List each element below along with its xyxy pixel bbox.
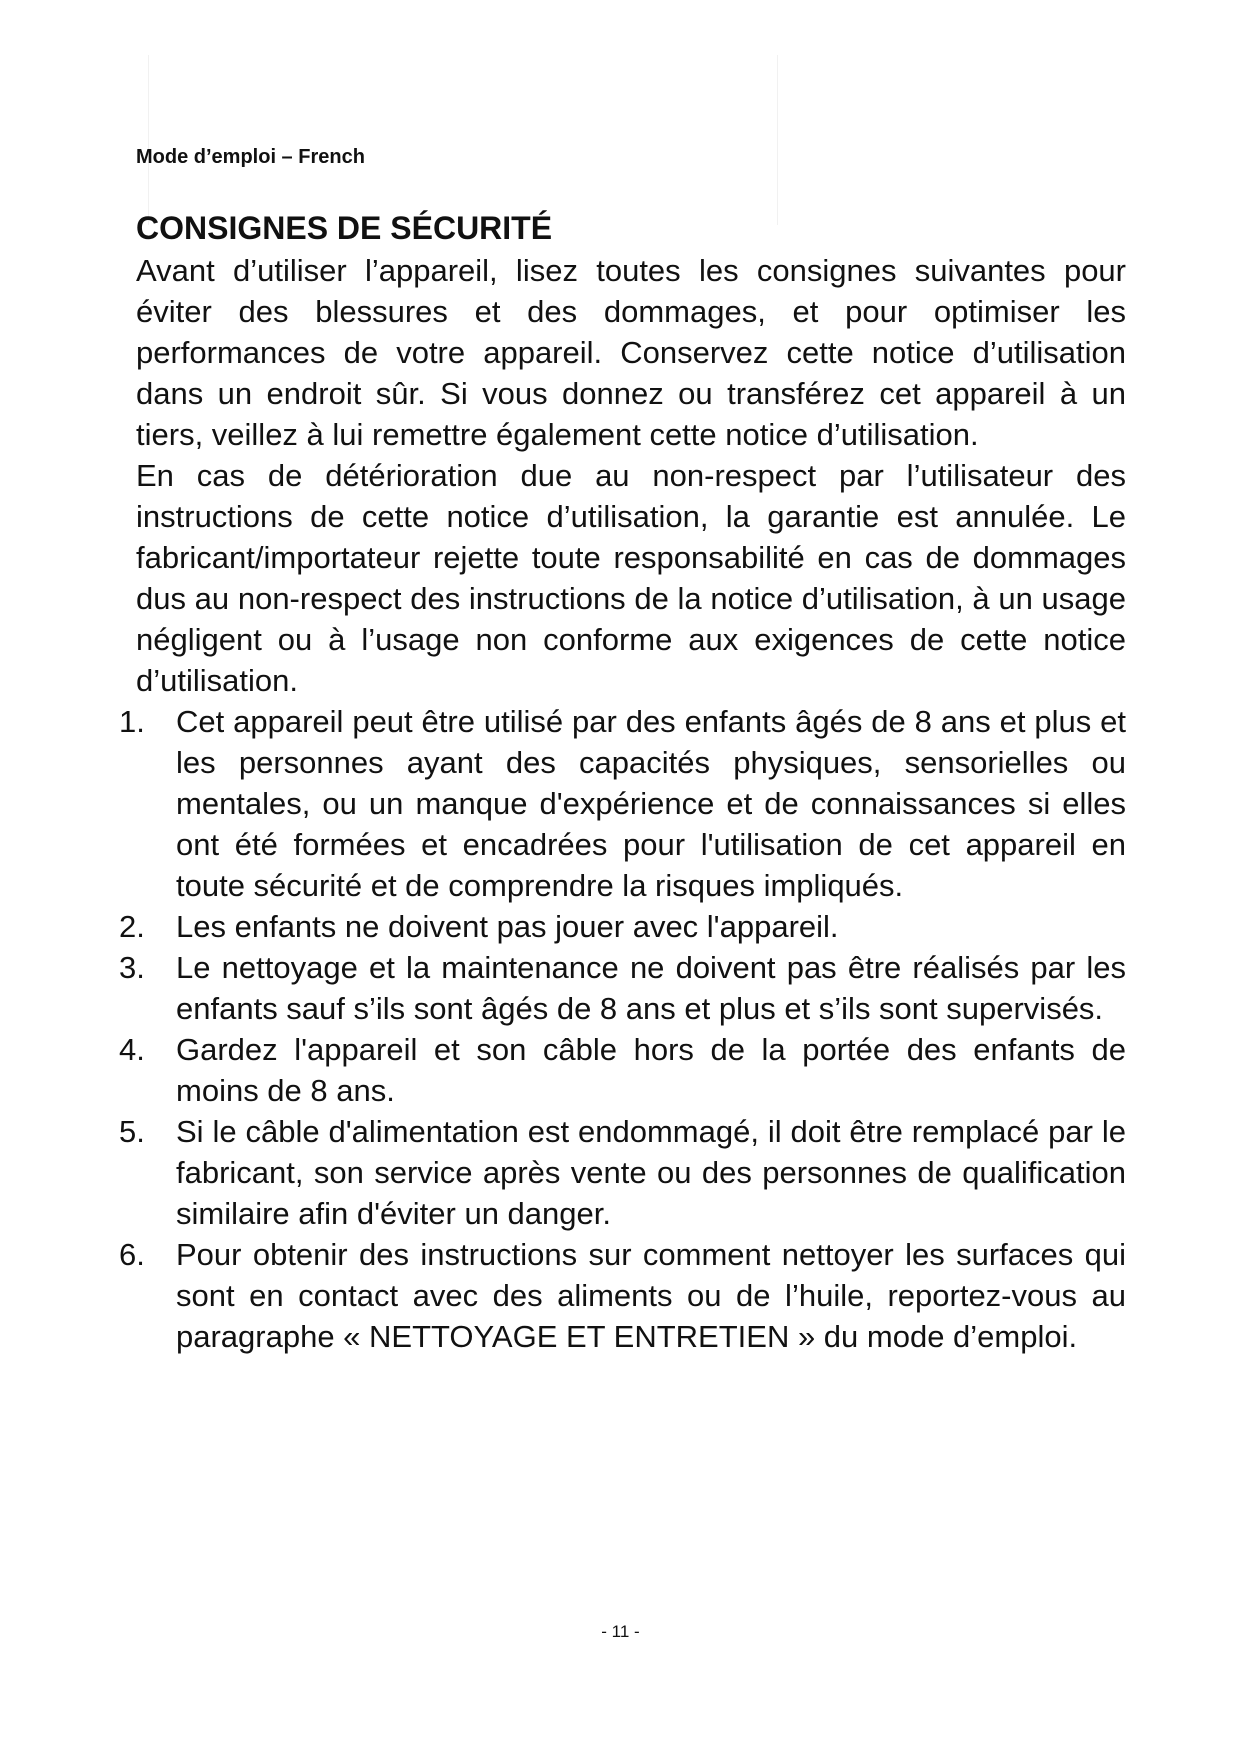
list-item-text: Pour obtenir des instructions sur comment nettoyer les surfaces qui sont en contact avec des aliments ou de l’huile, reportez-vous au paragraphe « NETTOYAGE ET ENTRETIEN » du mode d’emploi.: [176, 1237, 1126, 1354]
list-item-number: 3.: [119, 950, 145, 985]
list-item-number: 4.: [119, 1032, 145, 1067]
intro-paragraph: Avant d’utiliser l’appareil, lisez toutes les consignes suivantes pour éviter des blessures et des dommages, et pour optimiser les performances de votre appareil. Conservez cette notice d’utilisation dans un endroit sûr. Si vous donnez ou transférez cet appareil à un tiers, veillez à lui remettre également cette notice d’utilisation.: [136, 253, 1126, 452]
list-item: [119, 701, 1126, 906]
list-item-number: 6.: [119, 1237, 145, 1272]
list-item-number: 5.: [119, 1114, 145, 1149]
list-item-text: Cet appareil peut être utilisé par des enfants âgés de 8 ans et plus et les personnes ayant des capacités physiques, sensorielles ou mentales, ou un manque d'expérience et de connaissances si elles ont été formées et encadrées pour l'utilisation de cet appareil en toute sécurité et de comprendre la risques impliqués.: [176, 704, 1126, 903]
main-content: [119, 206, 1126, 1357]
document-header: Mode d’emploi – French: [136, 146, 365, 168]
list-item-text: Le nettoyage et la maintenance ne doivent pas être réalisés par les enfants sauf s’ils sont âgés de 8 ans et plus et s’ils sont supervisés.: [176, 950, 1126, 1026]
section-title: CONSIGNES DE SÉCURITÉ: [136, 210, 553, 246]
list-item-number: 2.: [119, 909, 145, 944]
list-item: [119, 1029, 1126, 1111]
list-item-text: Les enfants ne doivent pas jouer avec l'appareil.: [176, 909, 839, 944]
safety-list: [119, 701, 1126, 1357]
scan-margin-line-left: [148, 55, 149, 225]
list-item: [119, 947, 1126, 1029]
list-item: [119, 1234, 1126, 1357]
page-number: - 11 -: [601, 1622, 640, 1641]
list-item: [119, 906, 1126, 947]
list-item-text: Gardez l'appareil et son câble hors de la portée des enfants de moins de 8 ans.: [176, 1032, 1126, 1108]
list-item-text: Si le câble d'alimentation est endommagé, il doit être remplacé par le fabricant, son service après vente ou des personnes de qualification similaire afin d'éviter un danger.: [176, 1114, 1126, 1231]
list-item: [119, 1111, 1126, 1234]
list-item-number: 1.: [119, 704, 145, 739]
scan-margin-line-right: [777, 55, 778, 225]
warranty-paragraph: En cas de détérioration due au non-respect par l’utilisateur des instructions de cette notice d’utilisation, la garantie est annulée. Le fabricant/importateur rejette toute responsabilité en cas de dommages dus au non-respect des instructions de la notice d’utilisation, à un usage négligent ou à l’usage non conforme aux exigences de cette notice d’utilisation.: [136, 458, 1126, 698]
